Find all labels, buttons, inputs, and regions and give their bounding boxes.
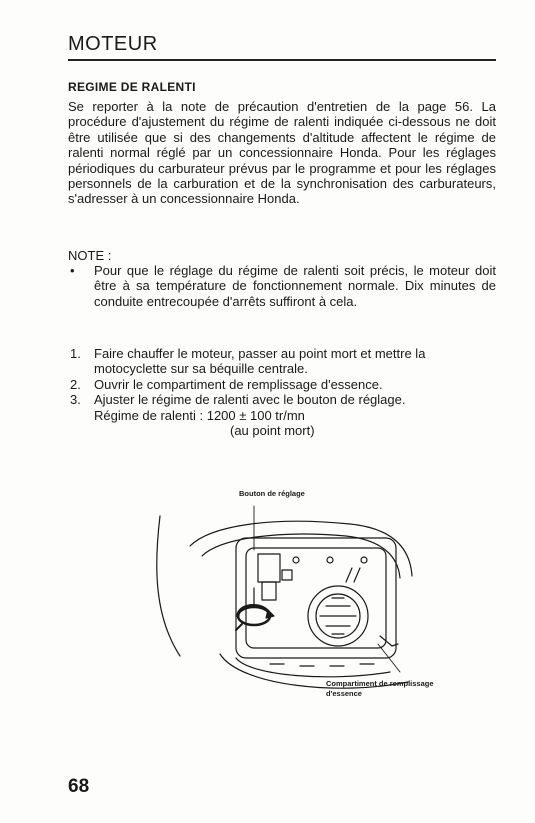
intro-paragraph: Se reporter à la note de précaution d'entretien de la page 56. La procédure d'ajustement du régime de ralenti indiquée ci-dessous ne doit être utilisée que si des changements d'altitude affectent le régime de ralenti normal réglé par un concessionnaire Honda. Pour les réglages périodiques du carburateur prévus par le programme et pour les réglages personnels de la carburation et de la synchronisation des carburateurs, s'adresser à un concessionnaire Honda. (68, 99, 496, 207)
step-number: 1. (70, 346, 81, 361)
step-text: Ajuster le régime de ralenti avec le bouton de réglage. (94, 392, 406, 408)
note-label: NOTE : (68, 248, 112, 263)
steps-list (68, 346, 496, 438)
step-text: Ouvrir le compartiment de remplissage d'essence. (94, 376, 383, 392)
step-number: 3. (70, 392, 81, 408)
note-item (68, 263, 496, 309)
step-item (68, 346, 496, 377)
note-text: Pour que le réglage du régime de ralenti soit précis, le moteur doit être à sa température de fonctionnement normale. Dix minutes de conduite entrecoupée d'arrêts suffiront à cela. (94, 263, 496, 309)
header-rule (68, 59, 496, 61)
step-number: 2. (70, 376, 81, 392)
figure-label-compartment-line2: d'essence (326, 689, 362, 698)
step-item (68, 377, 496, 392)
section-title: REGIME DE RALENTI (68, 80, 196, 94)
page-number: 68 (68, 776, 90, 797)
figure-label-compartment-line1: Compartiment de remplissage (326, 679, 434, 688)
figure-label-compartment (326, 679, 434, 699)
bullet-icon: • (70, 263, 75, 278)
idle-speed-spec: Régime de ralenti : 1200 ± 100 tr/mn (94, 407, 305, 423)
idle-speed-condition: (au point mort) (230, 423, 315, 439)
figure-label-knob: Bouton de réglage (239, 489, 305, 498)
page-header-title: MOTEUR (68, 33, 158, 55)
step-item (68, 392, 496, 407)
step-text: Faire chauffer le moteur, passer au point mort et mettre la motocyclette sur sa béquille centrale. (94, 346, 426, 377)
